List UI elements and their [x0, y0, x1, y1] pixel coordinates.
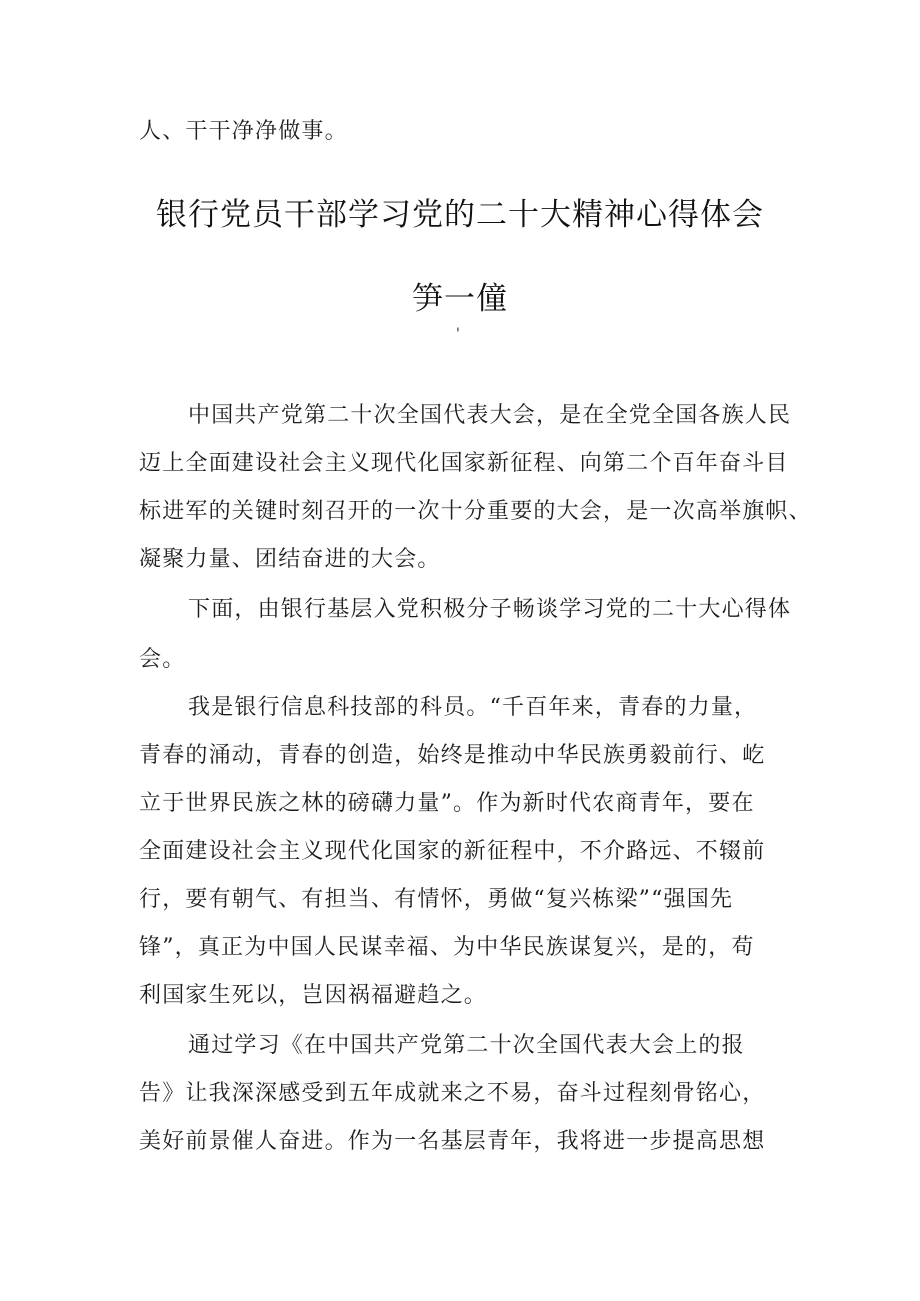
paragraph-1-line-1: 中国共产党第二十次全国代表大会，是在全党全国各族人民	[188, 403, 792, 428]
paragraph-4-line-1: 通过学习《在中国共产党第二十次全国代表大会上的报	[188, 1033, 745, 1058]
paragraph-3-line-5: 行，要有朝气、有担当、有情怀，勇做“复兴栋梁”“强国先	[139, 887, 734, 912]
document-subtitle: 笋一僮	[412, 281, 508, 317]
title-mark: '	[456, 326, 460, 342]
paragraph-3-line-2: 青春的涌动，青春的创造，始终是推动中华民族勇毅前行、屹	[139, 743, 766, 768]
paragraph-3-line-4: 全面建设社会主义现代化国家的新征程中，不介路远、不辍前	[139, 839, 766, 864]
paragraph-2-line-2: 会。	[139, 647, 186, 672]
paragraph-2-line-1: 下面，由银行基层入党积极分子畅谈学习党的二十大心得体	[188, 597, 792, 622]
paragraph-3-line-3: 立于世界民族之林的磅礴力量”。作为新时代农商青年，要在	[139, 791, 755, 816]
paragraph-1-line-2: 迈上全面建设社会主义现代化国家新征程、向第二个百年奋斗目	[139, 451, 789, 476]
paragraph-3-line-6: 锋”，真正为中国人民谋幸福、为中华民族谋复兴，是的，苟	[139, 935, 755, 960]
continuation-line: 人、干干净净做事。	[139, 119, 348, 144]
paragraph-4-line-3: 美好前景催人奋进。作为一名基层青年，我将进一步提高思想	[139, 1129, 766, 1154]
paragraph-3-line-1: 我是银行信息科技部的科员。“千百年来，青春的力量，	[188, 695, 758, 720]
paragraph-1-line-3: 标进军的关键时刻召开的一次十分重要的大会，是一次高举旗帜、	[139, 499, 812, 524]
paragraph-3-line-7: 利国家生死以，岂因祸福避趋之。	[139, 983, 488, 1008]
document-title: 银行党员干部学习党的二十大精神心得体会	[156, 197, 764, 233]
paragraph-1-line-4: 凝聚力量、团结奋进的大会。	[139, 547, 441, 572]
paragraph-4-line-2: 告》让我深深感受到五年成就来之不易，奋斗过程刻骨铭心，	[139, 1081, 766, 1106]
